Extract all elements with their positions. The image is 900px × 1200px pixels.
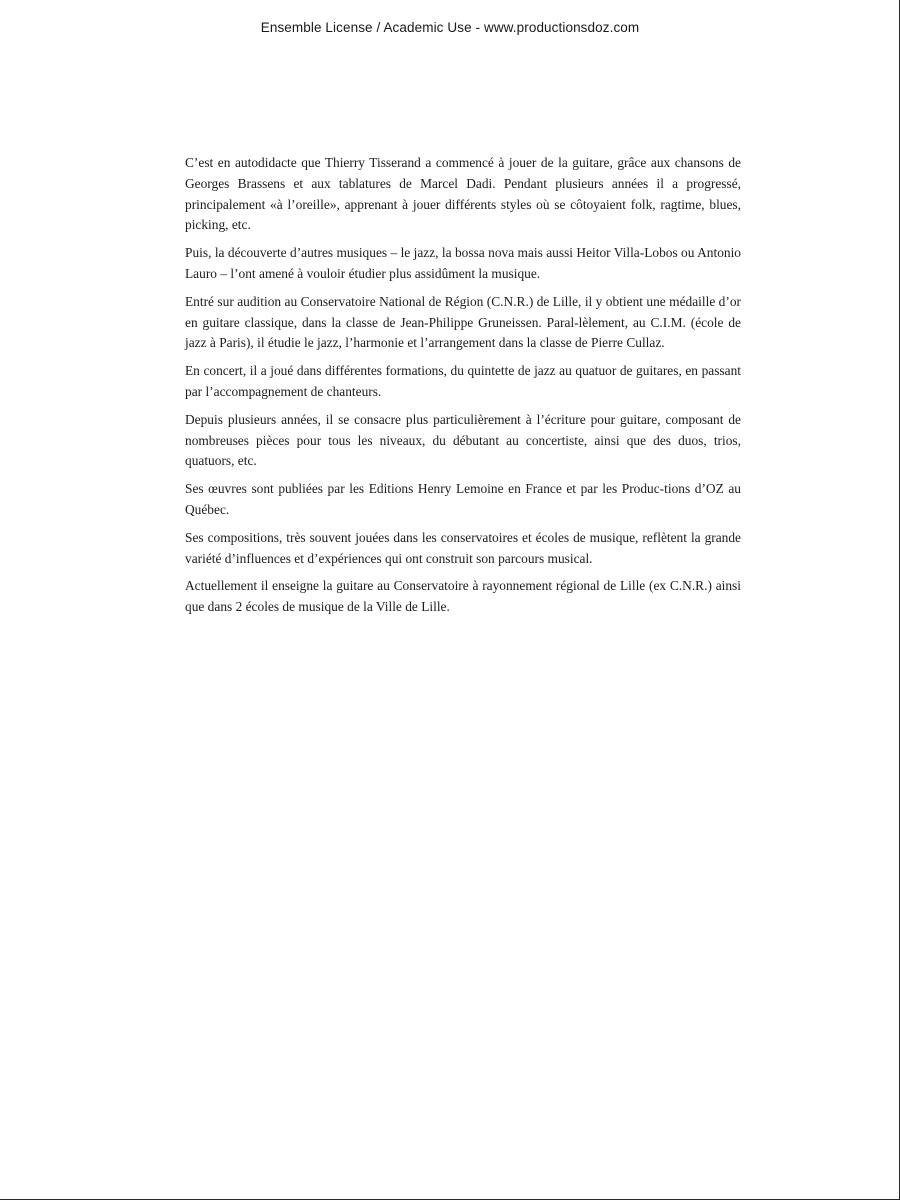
biography-paragraph: Ses œuvres sont publiées par les Editions Henry Lemoine en France et par les Produc-tions d’OZ au Québec. <box>185 481 741 517</box>
license-header: Ensemble License / Academic Use - www.productionsdoz.com <box>260 20 640 35</box>
biography-paragraph: Entré sur audition au Conservatoire National de Région (C.N.R.) de Lille, il y obtient une médaille d’or en guitare classique, dans la classe de Jean-Philippe Gruneissen. Paral-lèlement, au C.I.M. (école de jazz à Paris), il étudie le jazz, l’harmonie et l’arrangement dans la classe de Pierre Cullaz. <box>185 293 741 351</box>
biography-paragraph: C’est en autodidacte que Thierry Tisserand a commencé à jouer de la guitare, grâce aux chansons de Georges Brassens et aux tablatures de Marcel Dadi. Pendant plusieurs années il a progressé, principalement «à l’oreille», apprenant à jouer différents styles où se côtoyaient folk, ragtime, blues, picking, etc. <box>185 155 741 233</box>
biography-paragraph: Ses compositions, très souvent jouées dans les conservatoires et écoles de musique, reflètent la grande variété d’influences et d’expériences qui ont construit son parcours musical. <box>185 529 741 566</box>
biography-text-block <box>185 153 741 625</box>
biography-paragraph: Puis, la découverte d’autres musiques – le jazz, la bossa nova mais aussi Heitor Villa-Lobos ou Antonio Lauro – l’ont amené à vouloir étudier plus assidûment la musique. <box>185 245 741 281</box>
biography-paragraph: En concert, il a joué dans différentes formations, du quintette de jazz au quatuor de guitares, en passant par l’accompagnement de chanteurs. <box>185 363 741 399</box>
biography-paragraph: Depuis plusieurs années, il se consacre plus particulièrement à l’écriture pour guitare, composant de nombreuses pièces pour tous les niveaux, du débutant au concertiste, ainsi que des duos, trios, quatuors, etc. <box>185 411 741 469</box>
biography-paragraph: Actuellement il enseigne la guitare au Conservatoire à rayonnement régional de Lille (ex C.N.R.) ainsi que dans 2 écoles de musique de la Ville de Lille. <box>185 578 741 615</box>
